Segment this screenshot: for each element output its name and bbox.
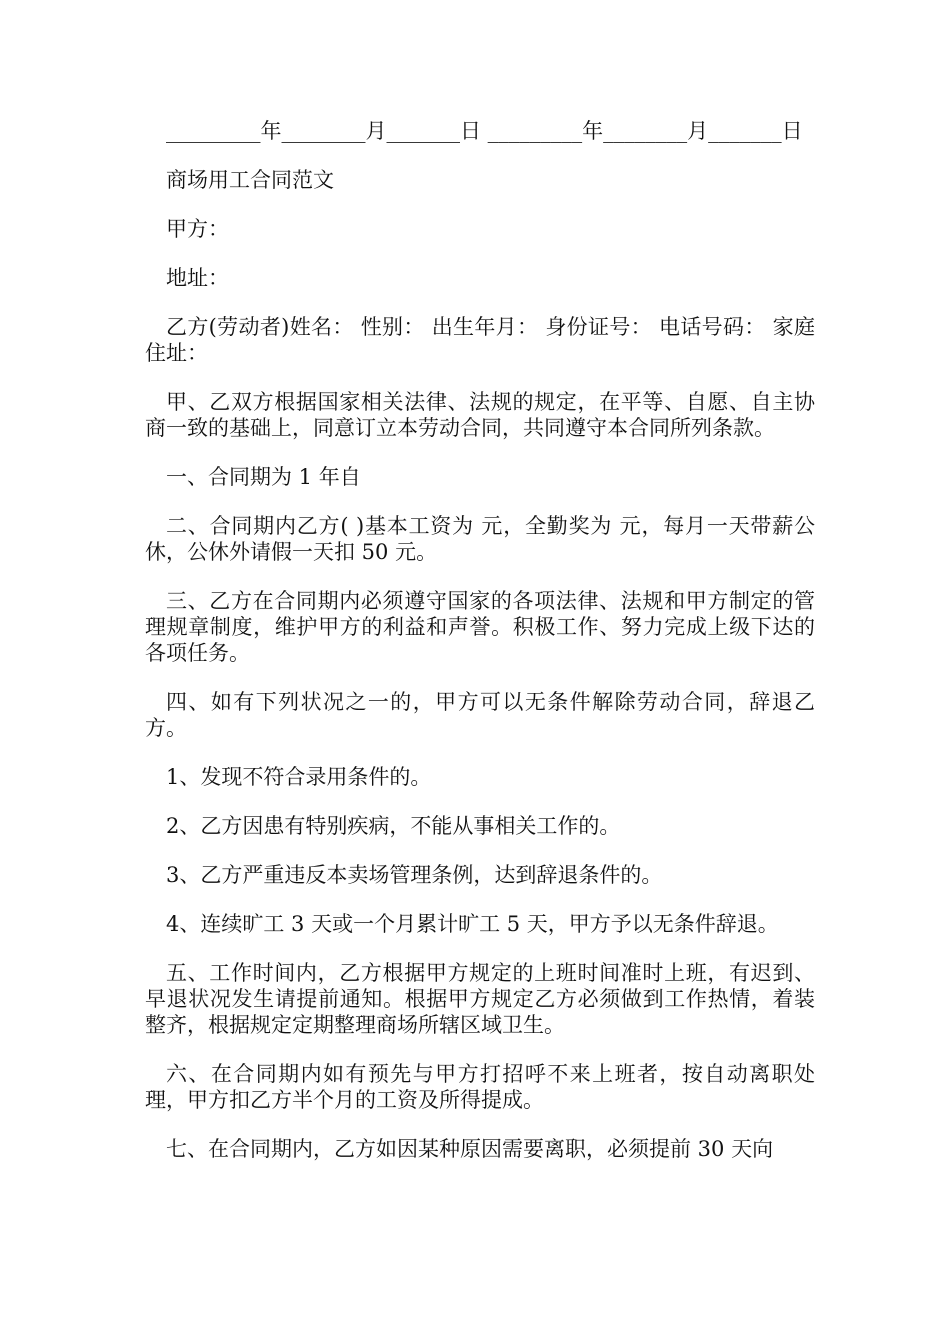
clause-1: 一、合同期为 1 年自 [166,465,361,489]
list-item: 1、发现不符合录用条件的。 [166,765,432,789]
clause-4: 四、如有下列状况之一的，甲方可以无条件解除劳动合同，辞退乙方。 [145,690,815,740]
party-b-line: 乙方(劳动者)姓名： 性别： 出生年月： 身份证号： 电话号码： 家庭住址： [145,315,815,365]
intro-paragraph: 甲、乙双方根据国家相关法律、法规的规定，在平等、自愿、自主协商一致的基础上，同意订立本劳动合同，共同遵守本合同所列条款。 [145,390,815,440]
clause-5: 五、工作时间内，乙方根据甲方规定的上班时间准时上班，有迟到、早退状况发生请提前通知。根据甲方规定乙方必须做到工作热情，着装整齐，根据规定定期整理商场所辖区域卫生。 [145,961,815,1037]
document-body [145,118,815,1185]
list-item: 2、乙方因患有特别疾病，不能从事相关工作的。 [166,814,621,838]
list-item: 4、连续旷工 3 天或一个月累计旷工 5 天，甲方予以无条件辞退。 [166,912,779,936]
document-title: 商场用工合同范文 [166,168,334,192]
clause-3: 三、乙方在合同期内必须遵守国家的各项法律、法规和甲方制定的管理规章制度，维护甲方的利益和声誉。积极工作、努力完成上级下达的各项任务。 [145,589,815,665]
address-line: 地址： [166,266,229,290]
party-a-line: 甲方： [166,217,229,241]
clause-2: 二、合同期内乙方( )基本工资为 元，全勤奖为 元，每月一天带薪公休，公休外请假一天扣 50 元。 [145,514,815,564]
list-item: 3、乙方严重违反本卖场管理条例，达到辞退条件的。 [166,863,663,887]
clause-6: 六、在合同期内如有预先与甲方打招呼不来上班者，按自动离职处理，甲方扣乙方半个月的工资及所得提成。 [145,1062,815,1112]
clause-7: 七、在合同期内，乙方如因某种原因需要离职，必须提前 30 天向 [166,1137,774,1161]
date-line: _________年________月_______日 _________年________月_______日 [166,119,803,143]
